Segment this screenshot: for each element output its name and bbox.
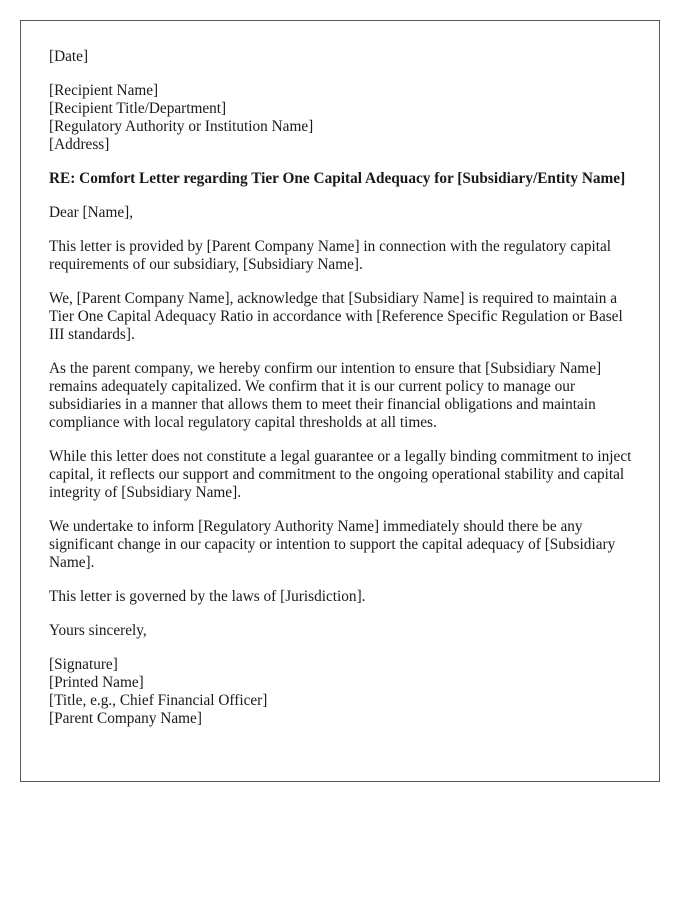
letter-date: [Date] <box>49 48 89 65</box>
body-paragraph: This letter is governed by the laws of [Jurisdiction]. <box>49 588 366 605</box>
letter-page <box>20 20 660 782</box>
salutation: Dear [Name], <box>49 204 134 221</box>
date-block <box>49 48 631 66</box>
signatory-company: [Parent Company Name] <box>49 710 202 727</box>
signature-block <box>49 656 631 728</box>
closing: Yours sincerely, <box>49 622 147 639</box>
body-paragraph: We, [Parent Company Name], acknowledge that [Subsidiary Name] is required to maintain a Tier One Capital Adequacy Ratio in accordance with [Reference Specific Regulation or Basel III standards]. <box>49 290 623 343</box>
body-paragraph: As the parent company, we hereby confirm our intention to ensure that [Subsidiary Name] remains adequately capitalized. We confirm that it is our current policy to manage our subsidiaries in a manner that allows them to meet their financial obligations and maintain compliance with local regulatory capital thresholds at all times. <box>49 360 602 431</box>
recipient-address: [Address] <box>49 136 110 153</box>
subject-line: RE: Comfort Letter regarding Tier One Capital Adequacy for [Subsidiary/Entity Name] <box>49 170 626 187</box>
signatory-title: [Title, e.g., Chief Financial Officer] <box>49 692 268 709</box>
body-paragraph: We undertake to inform [Regulatory Authority Name] immediately should there be any significant change in our capacity or intention to support the capital adequacy of [Subsidiary Name]. <box>49 518 616 571</box>
recipient-name: [Recipient Name] <box>49 82 159 99</box>
signature-placeholder: [Signature] <box>49 656 118 673</box>
recipient-block <box>49 82 631 154</box>
recipient-title: [Recipient Title/Department] <box>49 100 227 117</box>
recipient-institution: [Regulatory Authority or Institution Name] <box>49 118 314 135</box>
body-paragraph: This letter is provided by [Parent Company Name] in connection with the regulatory capital requirements of our subsidiary, [Subsidiary Name]. <box>49 238 612 273</box>
body-paragraph: While this letter does not constitute a legal guarantee or a legally binding commitment to inject capital, it reflects our support and commitment to the ongoing operational stability and capital integrity of [Subsidiary Name]. <box>49 448 632 501</box>
printed-name: [Printed Name] <box>49 674 144 691</box>
